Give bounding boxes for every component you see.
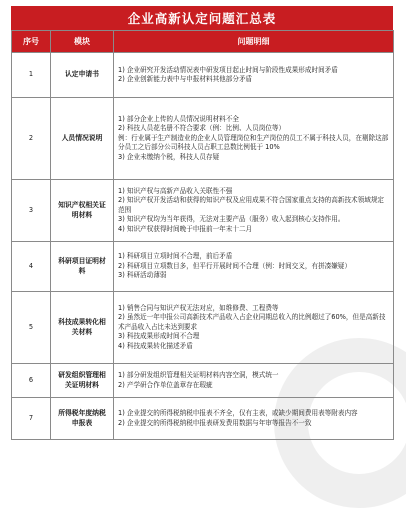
- detail-line: 2) 科研项目立项数目多，但平行开展时间不合理（例：时间交叉，有拼凑嫌疑）: [118, 261, 352, 270]
- table-row: [12, 364, 394, 398]
- summary-table-container: [11, 6, 393, 462]
- detail-line: 4) 科技成果转化描述矛盾: [118, 341, 193, 350]
- row-module: 认定申请书: [51, 53, 114, 98]
- detail-line: 2) 企业创新能力表中与申报材料其他部分矛盾: [118, 75, 253, 83]
- header-module: 模块: [51, 31, 114, 53]
- table-row: [12, 53, 394, 98]
- row-details: [114, 98, 394, 180]
- row-details: [114, 53, 394, 98]
- table-row: [12, 242, 394, 292]
- table-row: [12, 98, 394, 180]
- row-index: 6: [12, 364, 51, 398]
- detail-line: 1) 企业研究开发活动情况表中研发项目起止时间与阶段性成果形成时间矛盾: [118, 65, 338, 74]
- row-index: 1: [12, 53, 51, 98]
- row-index: 4: [12, 242, 51, 292]
- row-index: 2: [12, 98, 51, 180]
- table-row: [12, 180, 394, 242]
- detail-line: 2) 知识产权开发活动和获得的知识产权及应用成果不符合国家重点支持的高新技术领域规定范围: [118, 196, 385, 214]
- row-index: 3: [12, 180, 51, 242]
- detail-line: 1) 销售合同与知识产权无法对应，如维修费、工程费等: [118, 303, 279, 312]
- detail-line: 1) 部分研发组织管理相关证明材料内容空洞，模式统一: [118, 371, 279, 380]
- row-module: 科研项目证明材料: [51, 242, 114, 292]
- header-row: [12, 31, 394, 53]
- table-row: [12, 398, 394, 440]
- row-module: 科技成果转化相关材料: [51, 292, 114, 364]
- detail-line: 1) 部分企业上传的人员情况说明材料不全: [118, 114, 239, 123]
- detail-line: 2) 虽然近一年申报公司高新技术产品收入占企业同期总收入的比例超过了60%，但是高新技术产品收入占比未达到要求: [118, 313, 386, 331]
- detail-line: 例：行业属于生产制造业的企业人员管理岗位和生产岗位的员工不属于科技人员，在剔除这部分员工之后部分公司科技人员占职工总数比例低于 10%: [118, 133, 389, 152]
- row-module: 研发组织管理相关证明材料: [51, 364, 114, 398]
- row-index: 5: [12, 292, 51, 364]
- row-module: 知识产权相关证明材料: [51, 180, 114, 242]
- row-details: [114, 242, 394, 292]
- detail-line: 2) 产学研合作单位盖章存在瑕疵: [118, 380, 213, 389]
- table-title: 企业高新认定问题汇总表: [11, 6, 393, 30]
- detail-line: 3) 知识产权均为当年获得，无法对主要产品（服务）收入起到核心支持作用。: [118, 215, 345, 224]
- detail-line: 3) 科研活动薄弱: [118, 271, 167, 280]
- detail-line: 2) 科技人员花名册不符合要求（例：比例、人员岗位等）: [118, 124, 286, 133]
- row-module: 所得税年度纳税申报表: [51, 398, 114, 440]
- detail-line: 1) 知识产权与高新产品收入关联性不强: [118, 186, 233, 195]
- detail-line: 2) 企业提交的所得税纳税申报表研发费用数据与年审等报告不一致: [118, 418, 312, 427]
- detail-line: 4) 知识产权获得时间晚于申报前一年末十二月: [118, 224, 253, 233]
- detail-line: 3) 企业未缴纳个税，科技人员存疑: [118, 152, 220, 161]
- header-index: 序号: [12, 31, 51, 53]
- row-details: [114, 398, 394, 440]
- row-details: [114, 180, 394, 242]
- issues-table: [11, 30, 394, 440]
- row-module: 人员情况说明: [51, 98, 114, 180]
- table-row: [12, 292, 394, 364]
- row-details: [114, 292, 394, 364]
- table-body: [12, 53, 394, 440]
- row-index: 7: [12, 398, 51, 440]
- header-details: 问题明细: [114, 31, 394, 53]
- detail-line: 3) 科技成果形成时间不合理: [118, 332, 200, 341]
- detail-line: 1) 科研项目立项时间不合理，前后矛盾: [118, 252, 233, 261]
- row-details: [114, 364, 394, 398]
- detail-line: 1) 企业提交的所得税纳税申报表不齐全，仅有主表，或缺少期间费用表等附表内容: [118, 409, 358, 418]
